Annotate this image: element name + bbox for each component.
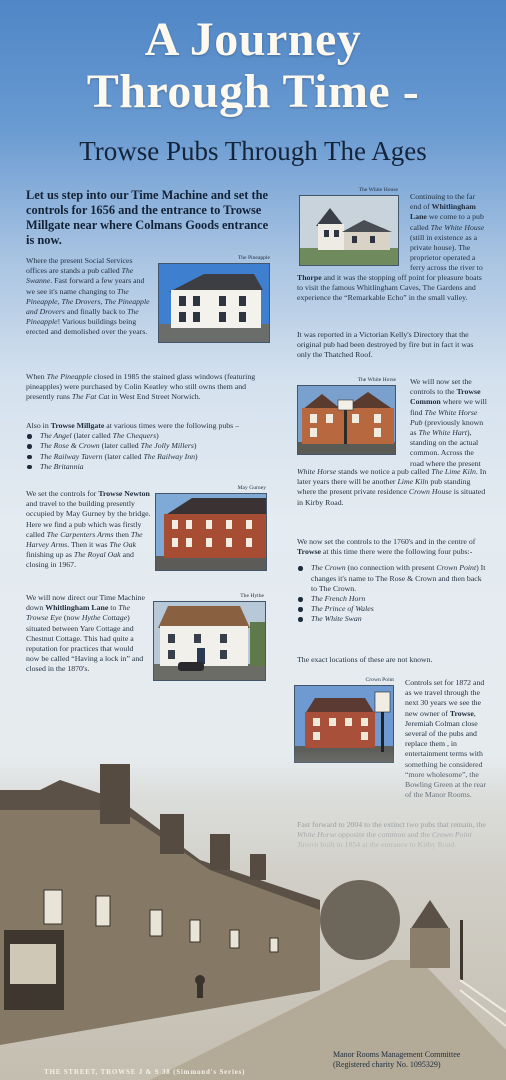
- title-line-2: Through Time -: [86, 65, 420, 118]
- white-house-para-b: Thorpe and it was the stopping off point for pleasure boats to visit the famous Whitlingham Caves, The Gardens and experience the “Remarkable Echo” in the small valley.: [297, 273, 482, 303]
- pub-list-item: The Rose & Crown (later called The Jolly Millers): [26, 441, 270, 451]
- footer-line-2: (Registered charity No. 1095329): [333, 1060, 441, 1069]
- fat-cat-paragraph: When The Pineapple closed in 1985 the stained glass windows (featuring pineapples) were purchased by Colin Keatley who still owns them and presently runs The Fat Cat in West End Street Norwich.: [26, 372, 256, 402]
- colman-para-a: Controls set for 1872 and as we travel through the next 30 years we see the new owner of Trowse, Jeremiah Colman close several of the pubs and replace them , in: [405, 678, 485, 749]
- white-horse-para-b: White Horse stands we notice a pub called The Lime Kiln. In later years there will be another Lime Kiln pub standing where the present private residence Crown House is situated in Kirby Road.: [297, 467, 487, 507]
- caption-white-house: The White House: [358, 187, 398, 193]
- street-photo-caption: THE STREET, TROWSE J & S 38 (Simmond's Series): [44, 1068, 246, 1076]
- centre-pub-list: [297, 563, 487, 624]
- subtitle: Trowse Pubs Through The Ages: [79, 136, 427, 166]
- white-horse-photo: [297, 385, 396, 455]
- white-house-para-a: Continuing to the far end of Whitlingham Lane we come to a pub called The White House (still in existence as a private house). The proprietor operated a ferry across the river to: [410, 192, 485, 273]
- trowse-eye-paragraph: We will now direct our Time Machine down Whitlingham Lane to The Trowse Eye (now Hythe Cottage) situated between Yare Cottage and Chestnut Cottage. This had quite a reputation for practices that would now be called “Having a lock in” and closed in the 1870's.: [26, 593, 145, 674]
- pub-list-item: The Angel (later called The Chequers): [26, 431, 270, 441]
- footer-line-1: Manor Rooms Management Committee: [333, 1050, 461, 1059]
- pineapple-paragraph: Where the present Social Services offices are stands a pub called The Swanne. Fast forward a few years and we see it's name changing to The Pineapple, The Drovers, The Pineapple and Drovers and finally back to The Pineapple! Various buildings being erected and demolished over the years.: [26, 256, 150, 337]
- locations-unknown: The exact locations of these are not known.: [297, 655, 433, 664]
- footer-credit: [333, 1050, 460, 1070]
- pub-list-item: The French Horn: [297, 594, 487, 604]
- pub-list-item: The Railway Tavern (later called The Railway Inn): [26, 452, 270, 462]
- kellys-directory-paragraph: It was reported in a Victorian Kelly's Directory that the original pub had been destroyed by fire but in fact it was only the Thatched Roof.: [297, 330, 474, 360]
- white-house-photo: [299, 195, 399, 266]
- historic-street-photo: [0, 750, 506, 1080]
- pineapple-photo: [158, 263, 270, 343]
- millgate-pubs: Also in Trowse Millgate at various times were the following pubs – The Angel (later called The Chequers) The Rose & Crown (later called The Jolly Millers) The Railway Tavern (later called The Railway Inn) The Britannia: [26, 421, 270, 472]
- hythe-photo: [153, 601, 266, 681]
- pub-list-item: The White Swan: [297, 614, 487, 624]
- pub-list-item: The Prince of Wales: [297, 604, 487, 614]
- white-horse-para-a: We will now set the controls to the Trowse Common where we will find The White Horse Pub (previously known as The White Hart), standing on the actual common. Across the road where the present: [410, 377, 487, 468]
- caption-white-horse: The White Horse: [357, 377, 396, 383]
- intro-text: Let us step into our Time Machine and set the controls for 1656 and the entrance to Trowse Millgate near where Colmans Goods entrance is now.: [26, 188, 269, 247]
- may-gurney-photo: [155, 493, 267, 571]
- caption-pineapple: The Pineapple: [237, 255, 270, 261]
- pub-list-item: The Britannia: [26, 462, 270, 472]
- caption-crown-point: Crown Point: [365, 677, 394, 683]
- caption-may-gurney: May Gurney: [237, 485, 266, 491]
- title-line-1: A Journey: [144, 13, 362, 66]
- pub-list-item: The Crown (no connection with present Crown Point) It changes it's name to The Rose & Crown and then back to The Crown.: [297, 563, 487, 594]
- centre-pubs: We now set the controls to the 1760's and in the centre of Trowse at this time there were the following four pubs:- The Crown (no connection with present Crown Point) It changes it's name to The Rose & Crown and then back to The Crown. The French Horn The Prince of Wales The White Swan: [297, 537, 486, 624]
- millgate-pub-list: [26, 431, 270, 472]
- caption-hythe: The Hythe: [240, 593, 264, 599]
- trowse-newton-paragraph: We set the controls for Trowse Newton and travel to the building presently occupied by May Gurney by the bridge. Here we find a pub which was firstly called The Carpenters Arms then The Harvey Arms. Then it was The Oak finishing up as The Royal Oak and closing in 1967.: [26, 489, 151, 570]
